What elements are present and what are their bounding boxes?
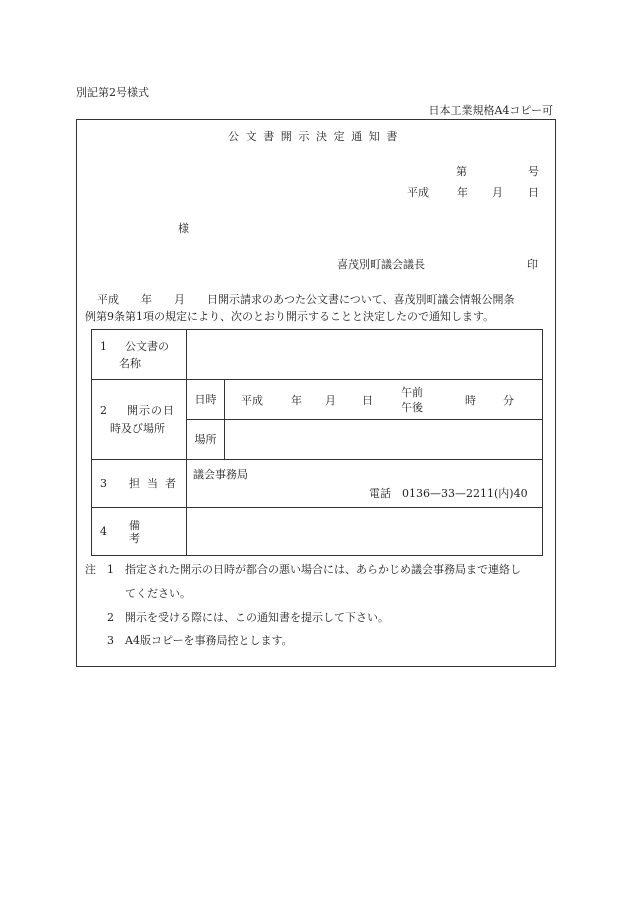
paper-spec: 日本工業規格A4コピー可 bbox=[428, 104, 553, 117]
note1-number: 1 bbox=[107, 563, 114, 576]
datetime-value-cell[interactable] bbox=[225, 380, 543, 420]
note3-text: A4版コピーを事務局控とします。 bbox=[125, 634, 293, 647]
row4-value-cell[interactable] bbox=[187, 508, 543, 556]
body-line-1: 平成 年 月 日開示請求のあつた公文書について、喜茂別町議会情報公開条 bbox=[97, 293, 515, 306]
dt-day: 日 bbox=[362, 393, 373, 407]
row2-label-cell bbox=[92, 380, 187, 460]
note3-number: 3 bbox=[107, 634, 114, 647]
row2-number: 2 bbox=[100, 404, 107, 417]
row2-label-a: 開示の日 bbox=[127, 404, 175, 417]
table-row bbox=[92, 330, 543, 380]
note2-number: 2 bbox=[107, 611, 114, 624]
dt-month: 月 bbox=[325, 393, 336, 407]
row1-label-b: 名称 bbox=[119, 357, 141, 370]
datetime-label: 日時 bbox=[194, 393, 217, 406]
date-month: 月 bbox=[492, 186, 503, 199]
date-year: 年 bbox=[457, 186, 468, 199]
row1-label-cell bbox=[92, 330, 187, 380]
row3-office: 議会事務局 bbox=[193, 467, 248, 481]
row3-label: 担当者 bbox=[129, 477, 183, 490]
table-row bbox=[92, 380, 543, 420]
row2-label-b: 時及び場所 bbox=[110, 422, 165, 435]
form-number: 別記第2号様式 bbox=[76, 86, 149, 99]
place-label-cell bbox=[187, 420, 225, 460]
row4-label-cell bbox=[92, 508, 187, 556]
dt-minute: 分 bbox=[503, 393, 514, 407]
document-title: 公文書開示決定通知書 bbox=[228, 130, 404, 143]
row3-number: 3 bbox=[100, 477, 107, 490]
row1-value-cell[interactable] bbox=[187, 330, 543, 380]
place-label: 場所 bbox=[194, 433, 217, 446]
sender: 喜茂別町議会議長 bbox=[337, 258, 425, 271]
note1-line2: てください。 bbox=[125, 587, 191, 600]
date-era: 平成 bbox=[407, 186, 429, 199]
number-suffix: 号 bbox=[528, 165, 539, 178]
dt-pm: 午後 bbox=[401, 400, 423, 414]
body-line-2: 例第9条第1項の規定により、次のとおり開示することと決定したので通知します。 bbox=[85, 310, 495, 323]
dt-era: 平成 bbox=[241, 393, 263, 407]
row3-phone: 電話 0136—33—2211(内)40 bbox=[369, 486, 528, 500]
dt-hour: 時 bbox=[465, 393, 476, 407]
table-row bbox=[92, 508, 543, 556]
row1-number: 1 bbox=[100, 340, 107, 353]
details-table bbox=[91, 329, 543, 556]
row3-value-cell[interactable] bbox=[187, 460, 543, 508]
row4-label: 備考 bbox=[129, 518, 166, 545]
addressee-suffix: 様 bbox=[178, 222, 189, 235]
datetime-label-cell bbox=[187, 380, 225, 420]
row4-number: 4 bbox=[100, 525, 107, 538]
date-day: 日 bbox=[528, 186, 539, 199]
row1-label-a: 公文書の bbox=[125, 340, 169, 353]
place-value-cell[interactable] bbox=[225, 420, 543, 460]
note2-text: 開示を受ける際には、この通知書を提示して下さい。 bbox=[125, 611, 389, 624]
number-prefix: 第 bbox=[456, 165, 467, 178]
table-row bbox=[92, 460, 543, 508]
dt-am: 午前 bbox=[401, 385, 423, 399]
seal: 印 bbox=[527, 258, 538, 271]
notes-prefix: 注 bbox=[85, 563, 96, 576]
note1-line1: 指定された開示の日時が都合の悪い場合には、あらかじめ議会事務局まで連絡し bbox=[125, 563, 521, 576]
dt-year: 年 bbox=[291, 393, 302, 407]
row3-label-cell bbox=[92, 460, 187, 508]
